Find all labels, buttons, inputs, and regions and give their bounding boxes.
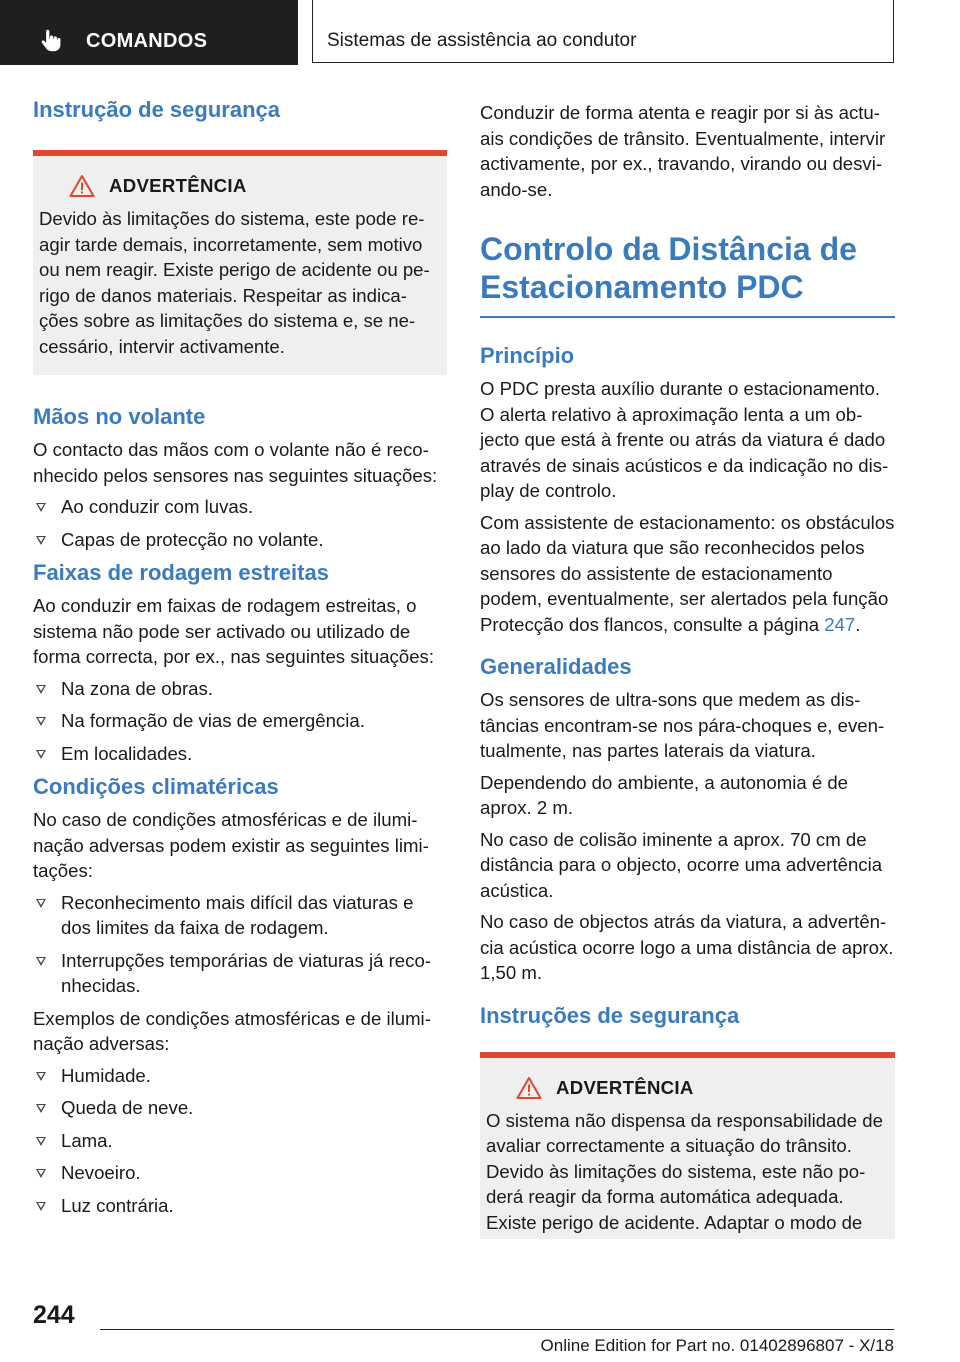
list-item: Capas de protecção no volante.	[33, 527, 447, 553]
header-chapter-tab	[312, 0, 894, 63]
paragraph: Dependendo do ambiente, a autonomia é de aprox. 2 m.	[480, 771, 849, 818]
bullet-list	[33, 676, 447, 767]
page-number: 244	[33, 1301, 75, 1329]
triangle-bullet-icon	[36, 750, 46, 759]
triangle-bullet-icon	[36, 1137, 46, 1146]
paragraph: O PDC presta auxílio durante o estacionamento. O alerta relativo à aproximação lenta a um objecto que está à frente ou atrás da viatura é dado através de sinais acústicos e da indicação no display de controlo.	[480, 378, 889, 501]
list-item: Interrupções temporárias de viaturas já reconhecidas.	[33, 948, 447, 999]
bullet-list	[33, 494, 447, 552]
list-item: Na formação de vias de emergência.	[33, 708, 447, 734]
list-item: Na zona de obras.	[33, 676, 447, 702]
list-item: Em localidades.	[33, 741, 447, 767]
footer-edition: Online Edition for Part no. 01402896807 - X/18	[540, 1336, 894, 1355]
warning-title: ADVERTÊNCIA	[109, 175, 247, 196]
warning-title: ADVERTÊNCIA	[556, 1076, 694, 1098]
header-chapter-label: Sistemas de assistência ao condutor	[327, 30, 637, 51]
warning-box	[33, 150, 447, 375]
triangle-bullet-icon	[36, 957, 46, 966]
footer-divider	[100, 1329, 894, 1330]
warning-triangle-icon	[69, 174, 95, 198]
paragraph: Os sensores de ultra-sons que medem as distâncias encontram-se nos pára-choques e, eventualmente, nas partes laterais da viatura.	[480, 689, 885, 761]
hand-pointer-icon	[38, 27, 64, 53]
header-section-label: COMANDOS	[86, 30, 208, 52]
triangle-bullet-icon	[36, 717, 46, 726]
bullet-list	[33, 890, 447, 999]
list-item: Ao conduzir com luvas.	[33, 494, 447, 520]
header-section-tab	[0, 0, 298, 65]
right-column	[480, 100, 895, 1267]
paragraph: No caso de condições atmosféricas e de iluminação adversas podem existir as seguintes limitações:	[33, 809, 429, 881]
title-divider	[480, 316, 895, 318]
heading-principle: Princípio	[480, 343, 575, 368]
paragraph: Conduzir de forma atenta e reagir por si às actuais condições de trânsito. Eventualmente, intervir activamente, por ex., travando, virando ou desviando-se.	[480, 102, 886, 200]
triangle-bullet-icon	[36, 899, 46, 908]
left-column	[33, 96, 447, 1225]
triangle-bullet-icon	[36, 1072, 46, 1081]
paragraph: Com assistente de estacionamento: os obstáculos ao lado da viatura que são reconhecidos pelos sensores do assistente de estacionamento podem, eventualmente, ser alertados pela função Protecção dos flancos, consulte a página 247.	[480, 511, 895, 635]
warning-text: O sistema não dispensa da responsabilidade de avaliar correctamente a situação do trânsito. Devido às limitações do sistema, este não poderá reagir da forma automática adequada. Existe perigo de acidente. Adaptar o modo de	[486, 1109, 883, 1233]
page-reference-link[interactable]: 247	[824, 613, 856, 635]
triangle-bullet-icon	[36, 503, 46, 512]
triangle-bullet-icon	[36, 1104, 46, 1113]
heading-general: Generalidades	[480, 654, 632, 679]
page-title: Controlo da Distância de Estacionamento PDC	[480, 231, 857, 305]
list-item: Reconhecimento mais difícil das viaturas e dos limites da faixa de rodagem.	[33, 890, 447, 941]
warning-box	[480, 1052, 895, 1240]
warning-text: Devido às limitações do sistema, este pode reagir tarde demais, incorretamente, sem motivo ou nem reagir. Existe perigo de acidente ou perigo de danos materiais. Respeitar as indicações sobre as limitações do sistema e, se necessário, intervir activamente.	[39, 208, 430, 357]
list-item: Lama.	[33, 1128, 447, 1154]
heading-security-instructions: Instruções de segurança	[480, 1002, 740, 1028]
list-item: Luz contrária.	[33, 1193, 447, 1219]
heading-weather-conditions: Condições climatéricas	[33, 774, 279, 799]
paragraph: Exemplos de condições atmosféricas e de iluminação adversas:	[33, 1007, 431, 1054]
list-item: Queda de neve.	[33, 1095, 447, 1121]
triangle-bullet-icon	[36, 536, 46, 545]
heading-narrow-lanes: Faixas de rodagem estreitas	[33, 560, 329, 585]
triangle-bullet-icon	[36, 1202, 46, 1211]
bullet-list	[33, 1063, 447, 1219]
paragraph: No caso de colisão iminente a aprox. 70 cm de distância para o objecto, ocorre uma advertência acústica.	[480, 828, 883, 901]
heading-hands-on-wheel: Mãos no volante	[33, 404, 206, 429]
paragraph: O contacto das mãos com o volante não é reconhecido pelos sensores nas seguintes situações:	[33, 439, 438, 486]
triangle-bullet-icon	[36, 1169, 46, 1178]
triangle-bullet-icon	[36, 685, 46, 694]
list-item: Humidade.	[33, 1063, 447, 1089]
paragraph: No caso de objectos atrás da viatura, a advertência acústica ocorre logo a uma distância de aprox. 1,50 m.	[480, 911, 894, 983]
warning-triangle-icon	[516, 1076, 542, 1100]
heading-security-instruction: Instrução de segurança	[33, 97, 280, 122]
list-item: Nevoeiro.	[33, 1160, 447, 1186]
paragraph: Ao conduzir em faixas de rodagem estreitas, o sistema não pode ser activado ou utilizado de forma correcta, por ex., nas seguintes situações:	[33, 595, 434, 667]
